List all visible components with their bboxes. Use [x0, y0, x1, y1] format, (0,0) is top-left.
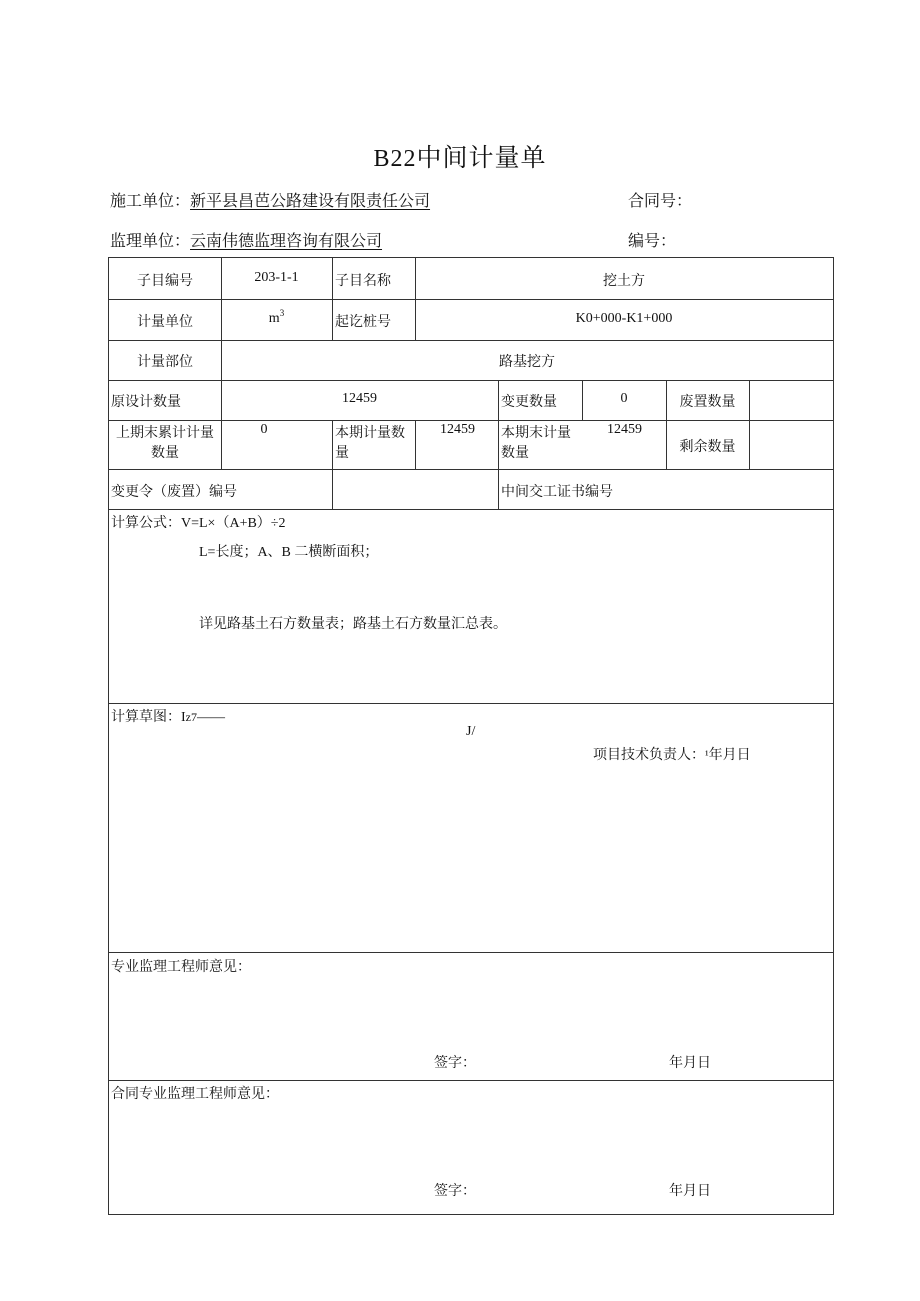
item-name-label: 子目名称 — [335, 274, 391, 289]
page-title — [0, 138, 920, 174]
part-label: 计量部位 — [137, 355, 193, 370]
serial-no-label: 编号： — [628, 231, 677, 250]
contract-engineer-sign-label: 签字： — [434, 1184, 476, 1199]
rule — [749, 380, 750, 469]
prev-cum-label: 上期末累计计量 数量 — [116, 426, 214, 461]
formula-line — [111, 512, 285, 532]
contract-engineer-date-label: 年月日 — [669, 1184, 711, 1199]
orig-qty-label: 原设计数量 — [111, 395, 181, 410]
measurement-form — [108, 257, 834, 1215]
sketch-label: 计算草图： — [111, 710, 181, 725]
change-order-label: 变更令（废置）编号 — [111, 485, 237, 500]
formula-value: V=L×（A+B）÷2 — [181, 516, 286, 531]
change-qty-value: 0 — [620, 391, 628, 406]
station-label: 起讫桩号 — [335, 315, 391, 330]
supervisor-line — [110, 228, 382, 251]
title-code: B22 — [373, 146, 417, 172]
void-qty-label: 废置数量 — [679, 395, 736, 410]
rule — [109, 340, 833, 341]
formula-label: 计算公式： — [111, 516, 181, 531]
contractor-label: 施工单位： — [110, 191, 191, 210]
rule — [109, 703, 833, 704]
rule — [332, 258, 333, 340]
formula-legend: L=长度；A、B 二横断面积； — [199, 545, 379, 560]
rule — [332, 420, 333, 509]
tech-lead-label: 项目技术负责人： — [593, 748, 705, 763]
unit-value: $m^3$ — [268, 308, 285, 326]
orig-qty-value: 12459 — [342, 391, 377, 406]
handover-label: 中间交工证书编号 — [501, 485, 613, 500]
item-no-value: 203-1-1 — [254, 270, 299, 285]
tech-lead-line: 项目技术负责人：¹年月日 — [593, 748, 751, 763]
rule — [109, 299, 833, 300]
supervisor-label: 监理单位： — [110, 231, 191, 250]
prev-cum-value: 0 — [260, 422, 268, 437]
end-cum-value: 12459 — [607, 422, 642, 437]
engineer-sign-label: 签字： — [434, 1056, 476, 1071]
rule — [109, 469, 833, 470]
title-text: 中间计量单 — [416, 143, 547, 172]
contract-no-label: 合同号： — [628, 191, 693, 210]
rule — [109, 509, 833, 510]
supervisor-value: 云南伟德监理咨询有限公司 — [190, 231, 383, 250]
unit-exponent: 3 — [279, 308, 285, 318]
this-period-label: 本期计量数 量 — [335, 426, 405, 461]
rule — [415, 420, 416, 469]
rule — [109, 952, 833, 953]
contract-engineer-opinion-label: 合同专业监理工程师意见： — [111, 1087, 279, 1102]
end-cum-label: 本期末计量 数量 — [501, 426, 571, 461]
remain-label: 剩余数量 — [679, 440, 736, 455]
engineer-opinion-label: 专业监理工程师意见： — [111, 960, 251, 975]
formula-detail: 详见路基土石方数量表；路基土石方数量汇总表。 — [199, 617, 507, 632]
rule — [109, 380, 833, 381]
item-no-label: 子目编号 — [137, 274, 193, 289]
unit-label: 计量单位 — [137, 315, 193, 330]
this-period-value: 12459 — [440, 422, 475, 437]
station-value: K0+000-K1+000 — [575, 311, 673, 326]
tech-lead-date: 年月日 — [708, 748, 751, 763]
contractor-value: 新平县昌芭公路建设有限责任公司 — [190, 191, 431, 210]
rule — [109, 420, 833, 421]
rule — [498, 420, 499, 509]
rule — [109, 1080, 833, 1081]
change-qty-label: 变更数量 — [501, 395, 557, 410]
item-name-value: 挖土方 — [603, 274, 645, 289]
sketch-line: 计算草图：Iz7—— — [111, 710, 225, 725]
contractor-line — [110, 188, 430, 211]
rule — [498, 380, 499, 420]
engineer-date-label: 年月日 — [669, 1056, 711, 1071]
part-value: 路基挖方 — [499, 355, 555, 370]
sketch-mark-j: J/ — [466, 724, 476, 739]
